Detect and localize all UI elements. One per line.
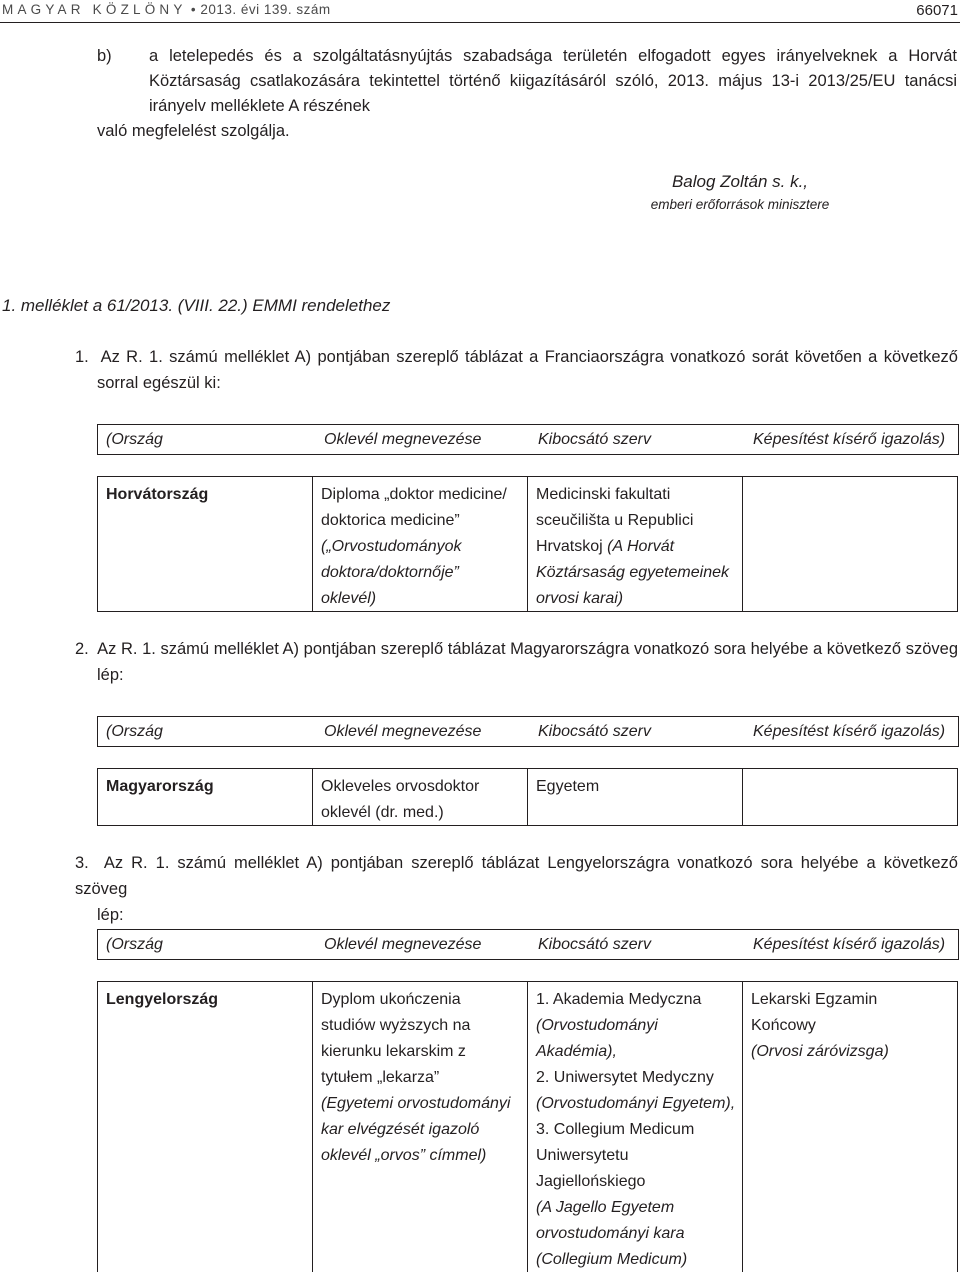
diploma-line: oklevél (dr. med.)	[321, 804, 444, 821]
diploma-line: tytułem „lekarza”	[321, 1069, 440, 1086]
paragraph-line: irányelv melléklete A részének	[149, 97, 371, 115]
annex-title: 1. melléklet a 61/2013. (VIII. 22.) EMMI rendelethez	[2, 296, 391, 315]
cell-certificate	[743, 982, 957, 1272]
cell-country	[98, 477, 313, 611]
item-text: Az R. 1. számú melléklet A) pontjában szereplő táblázat Magyarországra vonatkozó sora helyébe a következő szöveg	[97, 640, 958, 658]
issuer-line: 2. Uniwersytet Medyczny	[536, 1069, 714, 1086]
diploma-line: oklevél)	[321, 590, 377, 607]
header-issuer: Kibocsátó szerv	[538, 431, 651, 448]
item-number: 2.	[75, 640, 89, 658]
item-number: 3.	[75, 854, 89, 872]
table-row	[97, 981, 958, 1272]
issuer-line: sceučilišta u Republici	[536, 512, 694, 529]
paragraph-line: való megfelelést szolgálja.	[97, 122, 290, 140]
issuer-line: (Orvostudományi Egyetem),	[536, 1095, 736, 1112]
cell-country	[98, 769, 313, 825]
country-name: Horvátország	[106, 486, 209, 503]
issuer-line: (Orvostudományi	[536, 1017, 658, 1034]
header-country: (Ország	[106, 723, 163, 740]
diploma-line: kierunku lekarskim z	[321, 1043, 466, 1060]
header-country: (Ország	[106, 936, 163, 953]
certificate-line: Końcowy	[751, 1017, 816, 1034]
header-diploma: Oklevél megnevezése	[324, 936, 482, 953]
header-issuer: Kibocsátó szerv	[538, 936, 651, 953]
cell-certificate	[743, 769, 957, 825]
issuer-line: (A Jagello Egyetem	[536, 1199, 675, 1216]
paragraph-line: Köztársaság csatlakozására tekintettel történő kiigazításáról szóló, 2013. május 13-i 2013/25/EU tanácsi	[149, 72, 957, 90]
journal-name: MAGYAR KÖZLÖNY	[2, 2, 187, 17]
issuer-line: 1. Akademia Medyczna	[536, 991, 702, 1008]
item-3	[75, 850, 958, 928]
issuer-line: 3. Collegium Medicum	[536, 1121, 695, 1138]
table-header-row	[97, 716, 959, 747]
cell-diploma	[313, 477, 528, 611]
cell-issuer	[528, 477, 743, 611]
header-certificate: Képesítést kísérő igazolás)	[753, 723, 946, 740]
cell-issuer	[528, 982, 743, 1272]
issue-label: 2013. évi 139. szám	[200, 2, 331, 17]
issuer-line: Jagiellońskiego	[536, 1173, 646, 1190]
item-number: 1.	[75, 348, 89, 366]
issuer-line: Hrvatskoj	[536, 538, 603, 555]
table-row	[97, 476, 958, 612]
diploma-line: Diploma „doktor medicine/	[321, 486, 507, 503]
cell-issuer	[528, 769, 743, 825]
page-header	[0, 0, 960, 23]
country-name: Magyarország	[106, 778, 214, 795]
issuer-line: Akadémia),	[536, 1043, 617, 1060]
bullet-separator: •	[190, 2, 197, 17]
issuer-line: Egyetem	[536, 778, 600, 795]
diploma-line: Okleveles orvosdoktor	[321, 778, 480, 795]
diploma-line: oklevél „orvos” címmel)	[321, 1147, 487, 1164]
issuer-line: orvostudományi kara	[536, 1225, 685, 1242]
item-text: Az R. 1. számú melléklet A) pontjában szereplő táblázat Lengyelországra vonatkozó sora helyébe a következő szöveg	[75, 854, 958, 898]
issuer-line: Medicinski fakultati	[536, 486, 671, 503]
diploma-line: (Egyetemi orvostudományi	[321, 1095, 511, 1112]
issuer-line: Uniwersytetu	[536, 1147, 629, 1164]
header-issuer: Kibocsátó szerv	[538, 723, 651, 740]
page-number: 66071	[916, 2, 958, 19]
cell-certificate	[743, 477, 957, 611]
signature-name: Balog Zoltán s. k.,	[671, 172, 809, 191]
issuer-line: (Collegium Medicum)	[536, 1251, 688, 1268]
cell-diploma	[313, 769, 528, 825]
cell-country	[98, 982, 313, 1272]
table-header-row	[97, 929, 959, 960]
header-diploma: Oklevél megnevezése	[324, 723, 482, 740]
diploma-line: kar elvégzését igazoló	[321, 1121, 480, 1138]
issuer-line: Köztársaság egyetemeinek	[536, 564, 729, 581]
signature-title: emberi erőforrások minisztere	[650, 197, 830, 212]
header-certificate: Képesítést kísérő igazolás)	[753, 936, 946, 953]
table-header-row	[97, 424, 959, 455]
item-text-continued: lép:	[97, 666, 124, 684]
paragraph-label: b)	[97, 47, 112, 65]
item-2	[75, 636, 958, 688]
country-name: Lengyelország	[106, 991, 219, 1008]
item-1	[75, 344, 958, 396]
item-text-continued: sorral egészül ki:	[97, 374, 221, 392]
item-text: Az R. 1. számú melléklet A) pontjában szereplő táblázat a Franciaországra vonatkozó sorát követően a következő	[100, 348, 958, 366]
certificate-line: (Orvosi záróvizsga)	[751, 1043, 889, 1060]
header-diploma: Oklevél megnevezése	[324, 431, 482, 448]
item-text-continued: lép:	[97, 906, 124, 924]
paragraph-line: a letelepedés és a szolgáltatásnyújtás szabadsága területén elfogadott egyes irányelveknek a Horvát	[149, 47, 957, 65]
diploma-line: doktora/doktornője”	[321, 564, 459, 581]
diploma-line: doktorica medicine”	[321, 512, 460, 529]
certificate-line: Lekarski Egzamin	[751, 991, 878, 1008]
table-row	[97, 768, 958, 826]
diploma-line: Dyplom ukończenia	[321, 991, 461, 1008]
header-country: (Ország	[106, 431, 163, 448]
issuer-line: orvosi karai)	[536, 590, 624, 607]
diploma-line: („Orvostudományok	[321, 538, 462, 555]
journal-info	[2, 2, 331, 17]
diploma-line: studiów wyższych na	[321, 1017, 471, 1034]
header-certificate: Képesítést kísérő igazolás)	[753, 431, 946, 448]
issuer-line-suffix: (A Horvát	[602, 538, 675, 555]
cell-diploma	[313, 982, 528, 1272]
